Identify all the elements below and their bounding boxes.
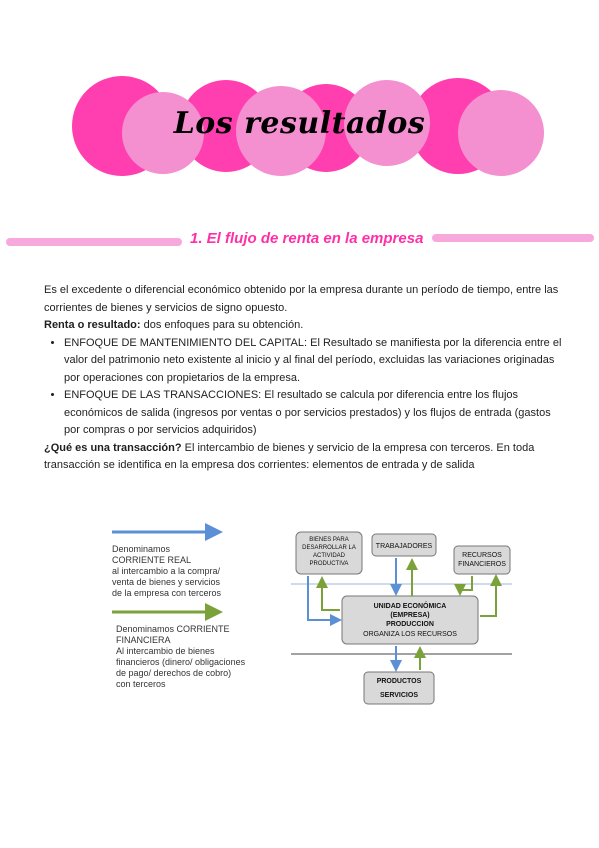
renta-label: Renta o resultado: — [44, 319, 141, 331]
list-item: • ENFOQUE DE MANTENIMIENTO DEL CAPITAL: El Resultado se manifiesta por la diferencia entre el valor del patrimonio neto existente al inicio y al final del período, excluidas las variaciones originadas por operaciones con propietarios de la empresa. — [64, 335, 566, 388]
heading-bar-left — [6, 238, 182, 246]
box-unidad-line: UNIDAD ECONÓMICA — [373, 603, 447, 610]
legend-real-line: Denominamos — [112, 544, 171, 554]
body-text — [44, 282, 566, 475]
arrow-real — [308, 576, 340, 620]
box-bienes-line: PRODUCTIVA — [309, 561, 349, 567]
legend-real-line: CORRIENTE REAL — [112, 555, 192, 565]
heading-bar-right — [432, 234, 594, 242]
question-paragraph — [44, 440, 566, 475]
legend-financiera-line: con terceros — [116, 679, 166, 689]
box-recursos-line: RECURSOS — [462, 552, 502, 559]
legend-financiera-line: financieros (dinero/ obligaciones — [116, 657, 246, 667]
section-heading: 1. El flujo de renta en la empresa — [190, 230, 424, 247]
legend-real — [112, 544, 221, 599]
question-label: ¿Qué es una transacción? — [44, 441, 182, 454]
box-bienes-line: ACTIVIDAD — [312, 553, 346, 559]
arrow-financiera — [322, 578, 340, 610]
box-unidad-line: PRODUCCION — [386, 621, 434, 628]
arrow-financiera — [480, 576, 496, 616]
renta-paragraph — [44, 317, 566, 335]
box-unidad-line: ORGANIZA LOS RECURSOS — [363, 631, 457, 638]
question-text: El intercambio de bienes y servicio de la empresa con terceros. En toda transacción se identifica en la empresa dos corrientes: elementos de entrada y de salida — [44, 441, 535, 471]
legend-financiera — [116, 624, 245, 690]
box-recursos — [454, 546, 510, 574]
arrow-financiera — [460, 576, 472, 594]
legend-real-line: al intercambio a la compra/ — [112, 566, 221, 576]
box-productos-line: PRODUCTOS — [376, 678, 422, 685]
intro-paragraph: Es el excedente o diferencial económico obtenido por la empresa durante un período de tiempo, entre las corrientes de bienes y servicios de signo opuesto. — [44, 284, 559, 314]
box-recursos-line: FINANCIEROS — [458, 561, 506, 568]
list-item: • ENFOQUE DE LAS TRANSACCIONES: El resultado se calcula por diferencia entre los flujos económicos de salida (ingresos por ventas o por servicios prestados) y los flujos de entrada (gastos por compras o por servicios adquiridos) — [64, 387, 566, 440]
box-unidad-line: (EMPRESA) — [390, 612, 430, 619]
legend-financiera-line: FINANCIERA — [116, 635, 171, 645]
box-productos-line: SERVICIOS — [380, 692, 418, 699]
legend-financiera-line: Al intercambio de bienes — [116, 646, 215, 656]
box-trabajadores-label: TRABAJADORES — [375, 543, 433, 550]
box-productos — [364, 672, 434, 704]
legend-real-line: de la empresa con terceros — [112, 588, 222, 598]
legend-real-line: venta de bienes y servicios — [112, 577, 221, 587]
box-bienes-line: DESARROLLAR LA — [302, 545, 356, 551]
bullet-list — [44, 335, 566, 440]
box-bienes-line: BIENES PARA — [309, 537, 349, 543]
page-title: Los resultados — [173, 106, 426, 141]
legend-financiera-line: Denominamos CORRIENTE — [116, 624, 230, 634]
legend-financiera-line: de pago/ derechos de cobro) — [116, 668, 232, 678]
renta-text: dos enfoques para su obtención. — [140, 319, 304, 331]
